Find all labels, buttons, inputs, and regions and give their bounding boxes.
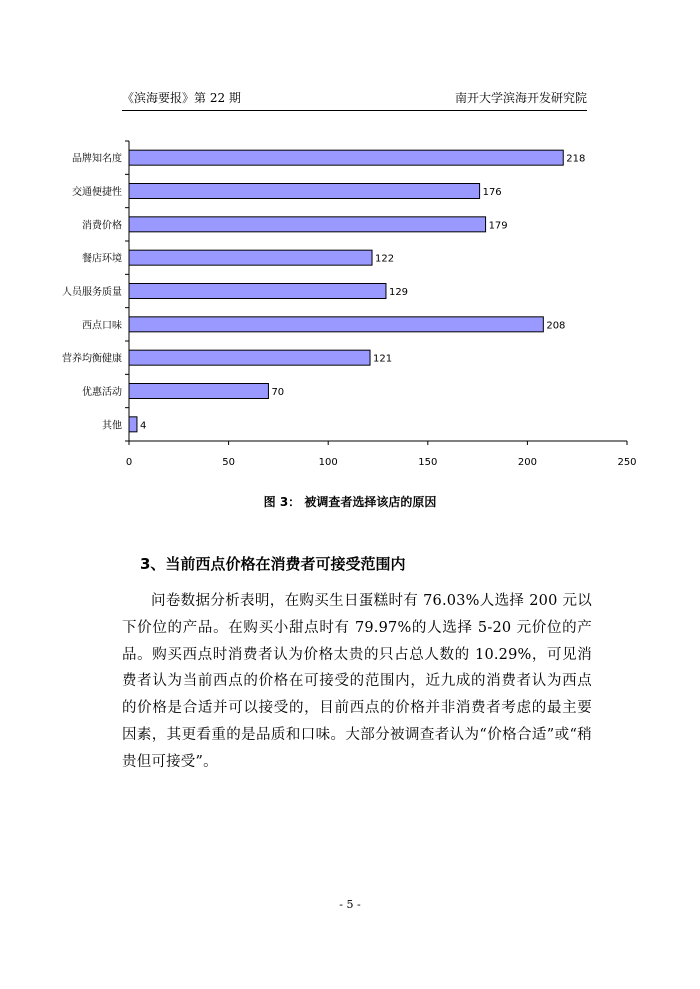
page-number: - 5 -	[339, 898, 361, 911]
body-paragraph: 问卷数据分析表明，在购买生日蛋糕时有 76.03%人选择 200 元以下价位的产品。在购买小甜点时有 79.97%的人选择 5-20 元价位的产品。购买西点时消费者认为价格太贵的只占总人数的 10.29%，可见消费者认为当前西点的价格在可接受的范围内，近九成的消费者认为西点的价格是合适并可以接受的，目前西点的价格并非消费者考虑的最主要因素，其更看重的是品质和口味。大部分被调查者认为“价格合适”或“稍贵但可接受”。	[122, 593, 592, 770]
x-tick-label: 50	[222, 457, 235, 468]
bar	[129, 150, 563, 165]
data-label: 208	[546, 320, 566, 332]
category-label: 餐店环境	[82, 253, 122, 265]
bar	[129, 384, 268, 399]
bar	[129, 317, 543, 332]
bar	[129, 217, 486, 232]
bar	[129, 417, 137, 432]
figure-caption: 图 3： 被调查者选择该店的原因	[263, 495, 437, 509]
data-label: 4	[139, 420, 147, 432]
header-institute: 南开大学滨海开发研究院	[454, 91, 587, 105]
category-label: 品牌知名度	[72, 153, 122, 165]
category-label: 人员服务质量	[62, 287, 122, 298]
x-tick-label: 0	[125, 457, 133, 468]
bar	[129, 250, 372, 265]
category-label: 交通便捷性	[72, 187, 122, 198]
x-tick-label: 250	[617, 457, 637, 468]
data-label: 176	[482, 187, 502, 198]
bar	[129, 350, 370, 365]
data-label: 129	[388, 287, 409, 298]
x-tick-label: 150	[418, 457, 438, 468]
x-tick-label: 200	[517, 457, 537, 468]
data-label: 218	[566, 153, 586, 165]
category-label: 西点口味	[82, 320, 122, 332]
bar-chart	[0, 0, 700, 480]
bar	[129, 284, 386, 299]
category-label: 优惠活动	[82, 387, 122, 398]
data-label: 179	[488, 220, 508, 232]
category-label: 营养均衡健康	[62, 353, 122, 365]
x-tick-label: 100	[318, 457, 338, 468]
data-label: 70	[271, 387, 285, 398]
data-label: 121	[373, 353, 393, 365]
section-heading: 3、当前西点价格在消费者可接受范围内	[140, 555, 406, 573]
data-label: 122	[375, 253, 395, 265]
category-label: 其他	[102, 420, 122, 432]
header-publication: 《滨海要报》第 22 期	[122, 91, 241, 105]
bar	[129, 184, 480, 199]
category-label: 消费价格	[82, 220, 122, 232]
